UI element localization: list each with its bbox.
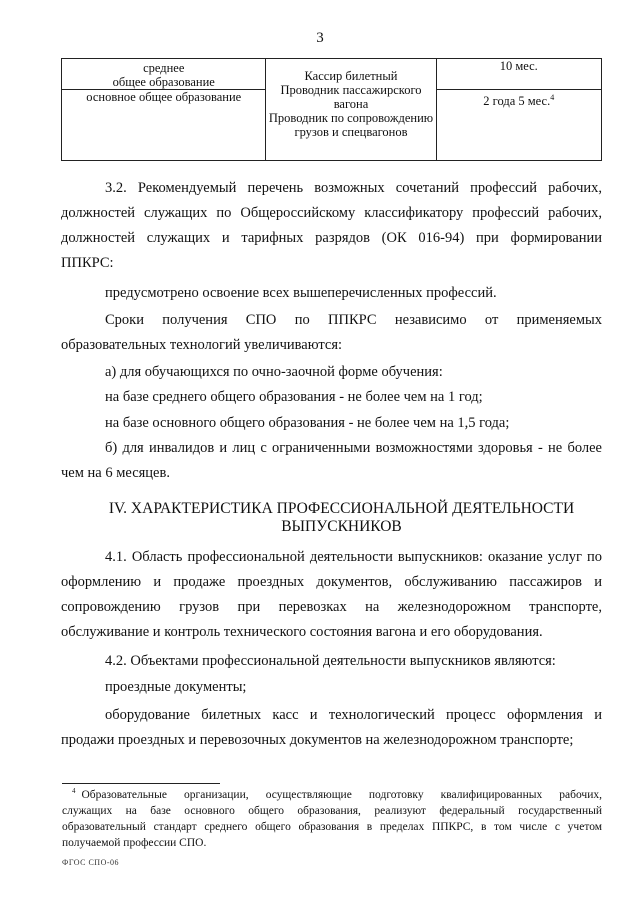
profession-line: Проводник по сопровождению xyxy=(268,111,434,125)
footnote-line: Образовательные организации, осуществляющие подготовку квалифицированных рабочих, xyxy=(81,789,602,801)
text-line: 4.1. Область профессиональной деятельности выпускников: оказание услуг по xyxy=(105,549,602,565)
text-line: б) для инвалидов и лиц с ограниченными возможностями здоровья - не более xyxy=(105,440,602,456)
text-line: образовательных технологий увеличиваются: xyxy=(61,337,343,353)
text-line: оформлению и продаже проездных документов, обслуживанию пассажиров и xyxy=(61,574,602,590)
duration-cell xyxy=(436,59,601,90)
paragraph-documents: проездные документы; xyxy=(105,679,247,695)
paragraph-3-2 xyxy=(61,176,602,276)
text-line: обслуживание и контроль технического состояния вагона и его оборудования. xyxy=(61,624,543,640)
profession-line: Кассир билетный xyxy=(304,69,398,83)
text-line: должностей служащих и тарифных разрядов (ОК 016-94) при формировании xyxy=(61,230,602,246)
footnote-number: 4 xyxy=(72,787,76,795)
paragraph-equipment xyxy=(61,703,602,753)
education-table xyxy=(61,58,602,161)
profession-line: грузов и спецвагонов xyxy=(294,125,408,139)
text-line: Сроки получения СПО по ППКРС независимо от применяемых xyxy=(105,312,602,328)
text-line: сопровождению грузов при перевозках на железнодорожном транспорте, xyxy=(61,599,602,615)
paragraph-terms xyxy=(61,308,602,358)
duration-value: 2 года 5 мес. xyxy=(483,94,551,108)
text-line: продажи проездных и перевозочных документов на железнодорожном транспорте; xyxy=(61,732,574,748)
paragraph-all-professions: предусмотрено освоение всех вышеперечисленных профессий. xyxy=(105,285,497,301)
duration-cell xyxy=(436,90,601,161)
paragraph-4-2: 4.2. Объектами профессиональной деятельности выпускников являются: xyxy=(105,653,556,669)
education-level: общее образование xyxy=(112,75,215,89)
footnote-ref: 4 xyxy=(550,93,555,102)
text-line: 3.2. Рекомендуемый перечень возможных сочетаний профессий рабочих, xyxy=(105,180,602,196)
text-line: оборудование билетных касс и технологический процесс оформления и xyxy=(105,707,602,723)
text-line: чем на 6 месяцев. xyxy=(61,465,170,481)
education-level: среднее xyxy=(143,61,185,75)
paragraph-4-1 xyxy=(61,545,602,645)
professions-cell xyxy=(266,59,436,161)
section-heading xyxy=(61,500,602,536)
paragraph-a: а) для обучающихся по очно-заочной форме обучения: xyxy=(105,364,443,380)
duration-value: 10 мес. xyxy=(499,59,538,73)
education-cell xyxy=(62,90,266,161)
heading-line: ВЫПУСКНИКОВ xyxy=(281,518,402,535)
table-row xyxy=(62,59,602,90)
footnote-line: образовательный стандарт среднего общего образования в пределах ППКРС, в том числе с учетом xyxy=(62,821,602,833)
education-cell xyxy=(62,59,266,90)
education-level: основное xyxy=(86,90,136,104)
footnote-divider xyxy=(62,783,220,784)
page-footer: ФГОС СПО-06 xyxy=(62,858,120,867)
education-level: общее образование xyxy=(138,90,242,104)
profession-line: Проводник пассажирского xyxy=(280,83,422,97)
heading-line: IV. ХАРАКТЕРИСТИКА ПРОФЕССИОНАЛЬНОЙ ДЕЯТЕЛЬНОСТИ xyxy=(108,500,575,517)
page-number: 3 xyxy=(316,30,324,46)
profession-line: вагона xyxy=(333,97,369,111)
paragraph-b xyxy=(61,436,602,486)
footnote xyxy=(62,787,602,851)
paragraph-secondary-base: на базе среднего общего образования - не более чем на 1 год; xyxy=(105,389,483,405)
footnote-line: получаемой профессии СПО. xyxy=(62,837,207,849)
text-line: должностей служащих по Общероссийскому классификатору профессий рабочих, xyxy=(61,205,602,221)
footnote-line: служащих на базе основного общего образования, реализуют федеральный государственный xyxy=(62,805,602,817)
paragraph-basic-base: на базе основного общего образования - не более чем на 1,5 года; xyxy=(105,415,510,431)
text-line: ППКРС: xyxy=(61,255,114,271)
